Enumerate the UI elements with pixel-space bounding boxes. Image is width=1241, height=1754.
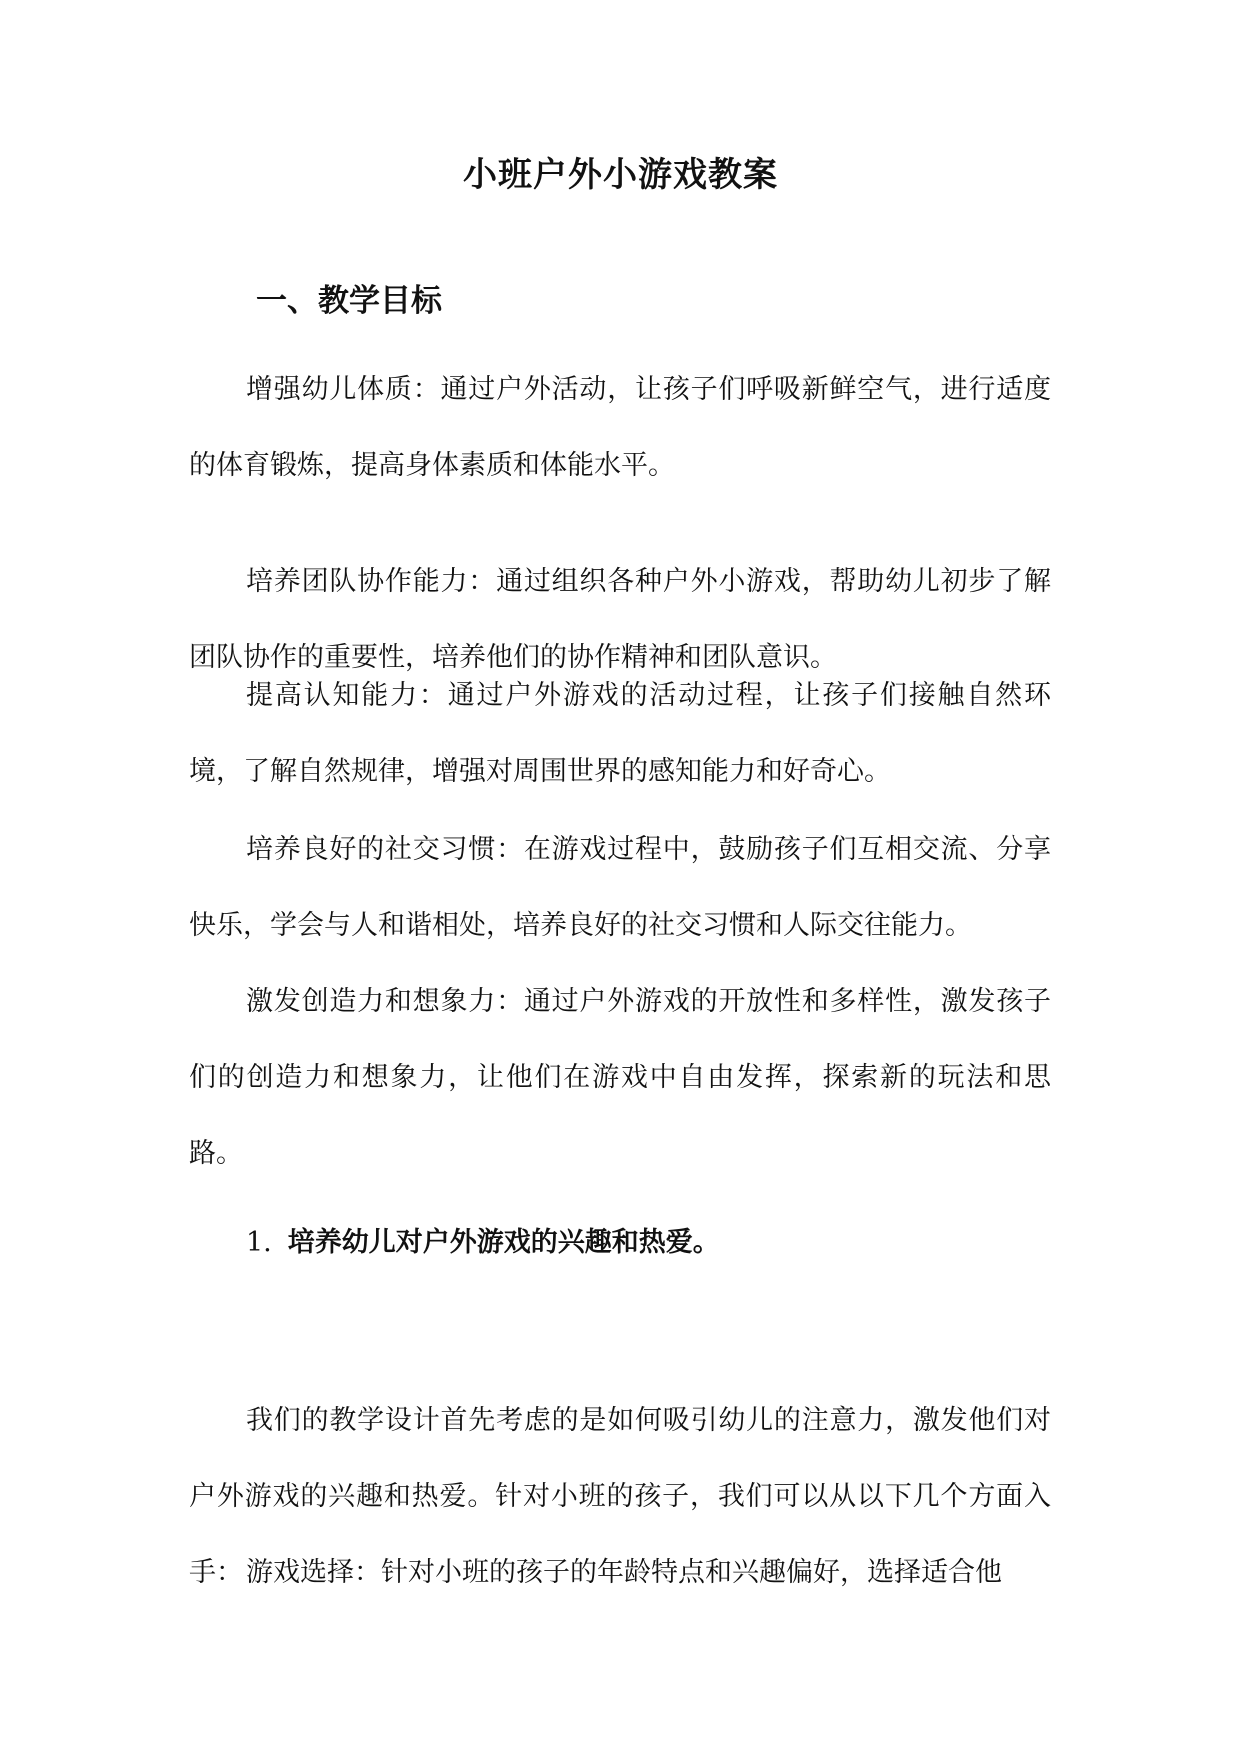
paragraph-cognition: 提高认知能力：通过户外游戏的活动过程，让孩子们接触自然环境，了解自然规律，增强对周围世界的感知能力和好奇心。	[189, 680, 1051, 787]
sub-heading-text: 培养幼儿对户外游戏的兴趣和热爱。	[287, 1227, 720, 1258]
paragraph-teamwork: 培养团队协作能力：通过组织各种户外小游戏，帮助幼儿初步了解团队协作的重要性，培养他们的协作精神和团队意识。	[189, 566, 1051, 673]
sub-heading	[246, 1220, 720, 1266]
paragraph-teaching-design: 我们的教学设计首先考虑的是如何吸引幼儿的注意力，激发他们对户外游戏的兴趣和热爱。针对小班的孩子，我们可以从以下几个方面入手：	[189, 1405, 1051, 1588]
paragraph-physical-fitness: 增强幼儿体质：通过户外活动，让孩子们呼吸新鲜空气，进行适度的体育锻炼，提高身体素质和体能水平。	[189, 374, 1051, 481]
document-title: 小班户外小游戏教案	[463, 155, 778, 195]
section-heading: 一、教学目标	[256, 283, 442, 319]
paragraph-creativity: 激发创造力和想象力：通过户外游戏的开放性和多样性，激发孩子们的创造力和想象力，让他们在游戏中自由发挥，探索新的玩法和思路。	[189, 986, 1051, 1169]
paragraph-game-selection: 游戏选择：针对小班的孩子的年龄特点和兴趣偏好，选择适合他	[246, 1557, 1002, 1588]
paragraph-social-habits: 培养良好的社交习惯：在游戏过程中，鼓励孩子们互相交流、分享快乐，学会与人和谐相处，培养良好的社交习惯和人际交往能力。	[189, 834, 1051, 941]
sub-heading-number: 1.	[246, 1227, 272, 1258]
